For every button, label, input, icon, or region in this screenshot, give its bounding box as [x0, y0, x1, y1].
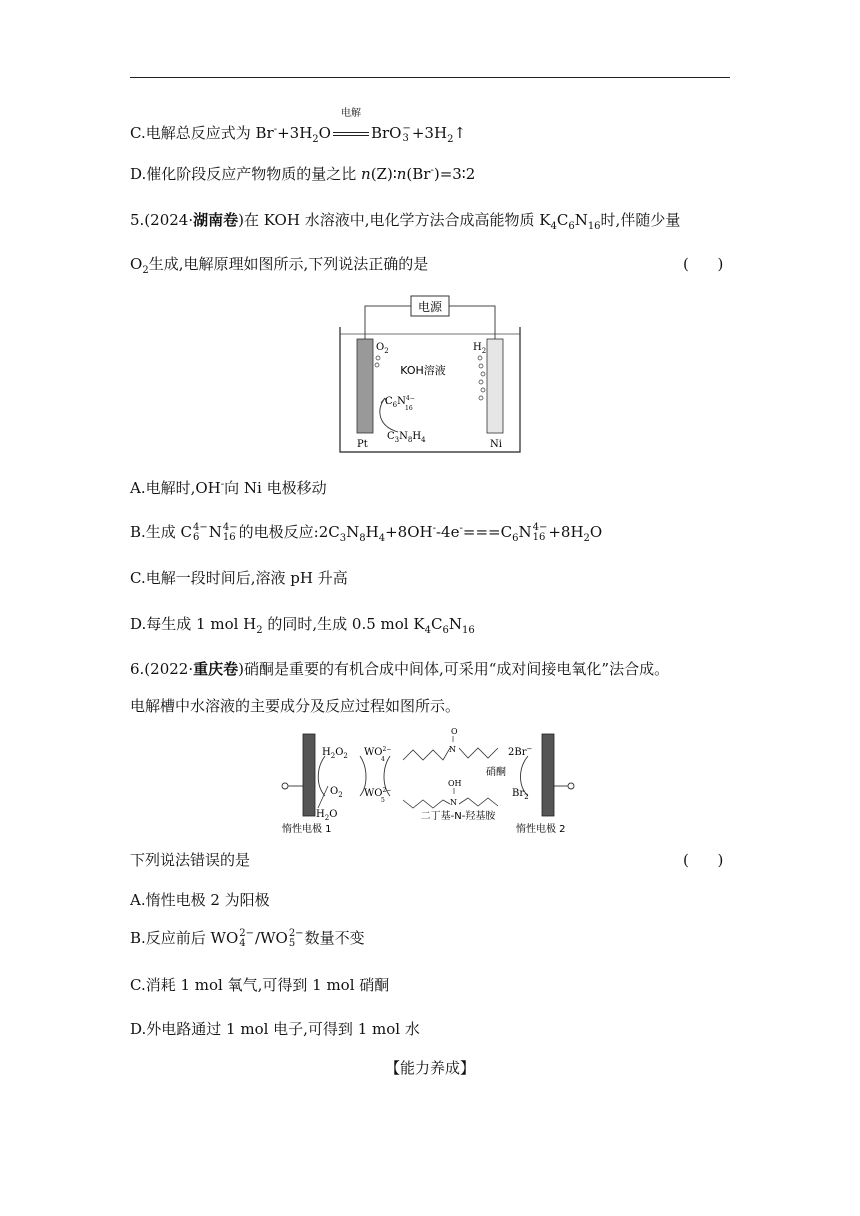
q5-answer-blank[interactable]: ( ): [683, 255, 724, 273]
q6-stem-line2: 电解槽中水溶液的主要成分及反应过程如图所示。: [130, 697, 461, 715]
h2o-arrow: [318, 786, 328, 808]
bubble-icon: [478, 356, 482, 360]
bubble-icon: [481, 372, 485, 376]
section-footer: 【能力养成】: [384, 1059, 475, 1077]
nitrone-chain-right: [459, 748, 498, 758]
bubble-icon: [481, 388, 485, 392]
amine-chain-left: [403, 800, 450, 808]
electrolysis-equals-sign: 电解: [331, 123, 371, 143]
q6-option-b[interactable]: B.反应前后 WO 2− 4 /WO 2− 5 数量不变: [130, 928, 365, 949]
o2-label: $O_2$: [330, 786, 343, 799]
bromide-label: 2Br−: [508, 745, 533, 758]
q6-stem-line3: 下列说法错误的是: [130, 851, 251, 869]
left-wire: [365, 306, 411, 340]
q6-stem-line1: 6.(2022·重庆卷)硝酮是重要的有机合成中间体,可采用“成对间接电氧化”法合成。: [130, 660, 670, 678]
wo5-label: $WO^{2-}$: [364, 787, 392, 799]
q6-answer-blank[interactable]: ( ): [683, 851, 724, 869]
terminal-icon: [568, 783, 574, 789]
header-rule: [130, 77, 730, 78]
bubble-icon: [376, 356, 380, 360]
q6-paired-electrolysis-diagram: [278, 728, 588, 836]
q4-option-c[interactable]: C.电解总反应式为 $Br^-+3H_2O$ 电解 BrO − 3 $+3H_2↑$: [130, 108, 467, 145]
nitrone-label: 硝酮: [486, 767, 506, 778]
wo4-label: $WO^{2-}$: [364, 746, 392, 758]
q6-option-c[interactable]: C.消耗 1 mol 氧气,可得到 1 mol 硝酮: [130, 976, 390, 994]
electrode-1-label: 惰性电极 1: [282, 824, 332, 835]
h2o-label: $H_2O$: [316, 809, 338, 822]
wo5-subscript: 5: [381, 797, 385, 804]
bubble-icon: [375, 363, 379, 367]
ni-label: Ni: [490, 439, 502, 450]
terminal-icon: [282, 783, 288, 789]
amine-label: 二丁基-N-羟基胺: [420, 811, 496, 822]
q5-option-c[interactable]: C.电解一段时间后,溶液 pH 升高: [130, 569, 348, 587]
amine-n-label: N: [450, 798, 457, 807]
ni-electrode: [487, 339, 503, 433]
nitrone-n-label: N: [449, 745, 456, 754]
nitrone-chain-left: [403, 748, 450, 760]
amine-chain-right: [459, 798, 498, 806]
inert-electrode-1: [303, 734, 315, 816]
product-subscript: 16: [405, 405, 413, 412]
bubble-icon: [479, 396, 483, 400]
koh-solution-label: KOH溶液: [400, 364, 446, 377]
q4-option-d[interactable]: D.催化阶段反应产物物质的量之比 n(Z)∶n(Br-)=3∶2: [130, 165, 476, 183]
q6-option-d[interactable]: D.外电路通过 1 mol 电子,可得到 1 mol 水: [130, 1020, 420, 1038]
q5-option-a[interactable]: A.电解时,OH-向 Ni 电极移动: [130, 479, 327, 497]
power-source-label: 电源: [417, 300, 443, 314]
q5-stem-line2: $O_2$生成,电解原理如图所示,下列说法正确的是: [130, 255, 429, 276]
bubble-icon: [479, 364, 483, 368]
amine-oh-label: OH: [448, 779, 462, 788]
inert-electrode-2: [542, 734, 554, 816]
pt-electrode: [357, 339, 373, 433]
q5-stem-line1: 5.(2024·湖南卷)在 KOH 水溶液中,电化学方法合成高能物质 $K_4C_6N_{16}$时,伴随少量: [130, 211, 681, 232]
bromine-label: $Br_2$: [512, 788, 529, 801]
q5-electrolysis-diagram: [330, 292, 530, 460]
cycle-arrow-left: [318, 756, 325, 796]
bubble-icon: [479, 380, 483, 384]
o2-label: $O_2$: [376, 342, 389, 355]
nitrone-o-label: O: [451, 728, 458, 736]
h2-label: $H_2$: [473, 342, 487, 355]
electrode-2-label: 惰性电极 2: [516, 824, 566, 835]
h2o2-label: $H_2O_2$: [322, 747, 348, 760]
q6-option-a[interactable]: A.惰性电极 2 为阳极: [130, 891, 270, 909]
q5-option-d[interactable]: D.每生成 1 mol $H_2$ 的同时,生成 0.5 mol $K_4C_6N_{16}$: [130, 615, 475, 636]
reactant-label: $C_3N_8H_4$: [387, 431, 426, 444]
q5-option-b[interactable]: B.生成 C 4− 6 N 4− 16 的电极反应$:2C_3N_8H_4+8OH^--4e^-===C_6N$ 4− 16 $+8H_2O$: [130, 522, 603, 544]
wo4-subscript: 4: [381, 756, 385, 763]
product-label: $C_6N^{4-}$: [385, 395, 415, 409]
right-wire: [449, 306, 495, 340]
pt-label: Pt: [357, 439, 368, 450]
